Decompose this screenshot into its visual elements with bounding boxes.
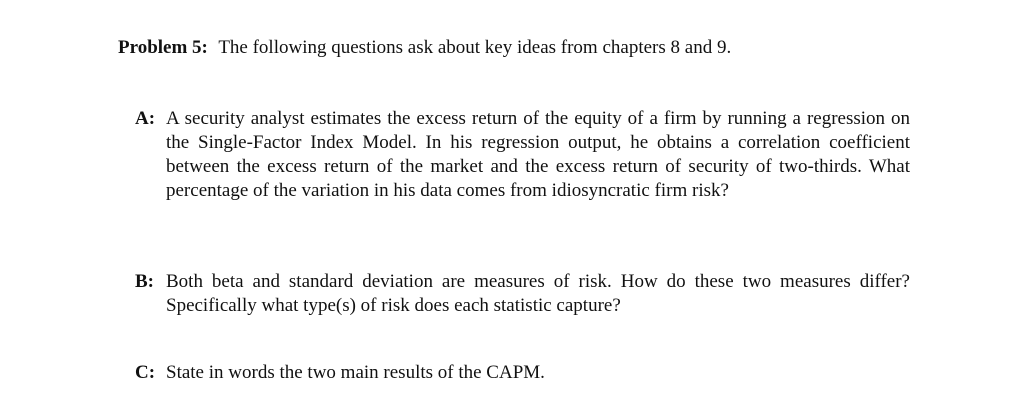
part-b-label: B: [135,271,154,292]
problem-intro: The following questions ask about key ideas from chapters 8 and 9. [218,37,732,58]
part-c-label: C: [135,362,156,383]
problem-header [118,36,731,60]
part-a-label: A: [135,108,156,129]
part-c-text: State in words the two main results of the CAPM. [166,362,545,383]
part-b-text: Both beta and standard deviation are measures of risk. How do these two measures differ? Specifically what type(s) of risk does each statistic capture? [166,271,910,316]
question-part-a [135,107,910,203]
question-part-c [135,361,910,385]
part-a-text: A security analyst estimates the excess return of the equity of a firm by running a regression on the Single-Factor Index Model. In his regression output, he obtains a correlation coefficient between the excess return of the market and the excess return of security of two-thirds. What percentage of the variation in his data comes from idiosyncratic firm risk? [166,108,910,201]
problem-label: Problem 5: [118,37,208,58]
question-part-b [135,270,910,318]
